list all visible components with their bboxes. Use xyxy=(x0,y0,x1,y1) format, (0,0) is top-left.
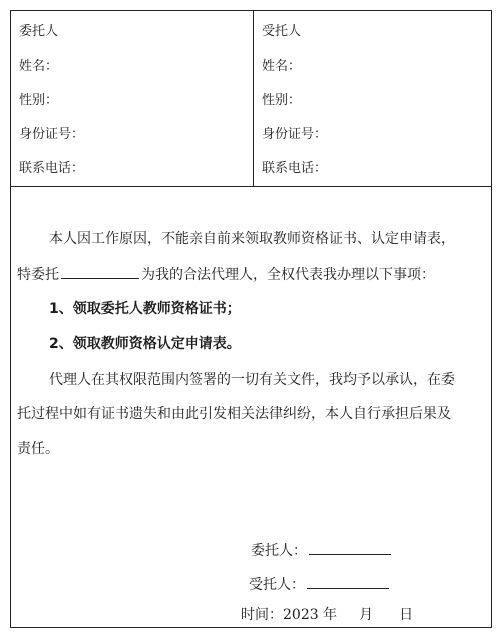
agent-column xyxy=(254,11,492,186)
year-text: 2023 年 xyxy=(283,607,338,623)
statement-line-7: 责任。 xyxy=(17,441,59,457)
principal-signature-label: 委托人： xyxy=(251,543,307,559)
principal-name-label: 姓名： xyxy=(19,59,59,74)
principal-id-label: 身份证号： xyxy=(19,127,85,142)
agent-heading: 受托人 xyxy=(262,24,302,39)
statement-line-1: 本人因工作原因，不能亲自前来领取教师资格证书、认定申请表， xyxy=(49,231,455,247)
statement-line-6: 托过程中如有证书遗失和由此引发相关法律纠纷，本人自行承担后果及 xyxy=(17,406,451,422)
statement-line-2-suffix: 为我的合法代理人，全权代表我办理以下事项： xyxy=(141,267,435,283)
time-label: 时间： xyxy=(241,607,283,623)
item-1: 1、领取委托人教师资格证书； xyxy=(49,301,241,317)
party-info-table xyxy=(11,11,491,187)
statement-line-2 xyxy=(17,264,497,284)
agent-phone-label: 联系电话： xyxy=(262,161,328,176)
statement-line-2-prefix: 特委托 xyxy=(17,267,59,283)
principal-gender-label: 性别： xyxy=(19,93,59,108)
principal-phone-label: 联系电话： xyxy=(19,161,85,176)
agent-signature-blank xyxy=(307,574,389,589)
statement-line-5: 代理人在其权限范围内签署的一切有关文件，我均予以承认，在委 xyxy=(49,372,455,388)
agent-signature-label: 受托人： xyxy=(249,577,305,593)
agent-gender-label: 性别： xyxy=(262,93,302,108)
principal-signature-line xyxy=(251,540,391,560)
agent-id-label: 身份证号： xyxy=(262,127,328,142)
item-2: 2、领取教师资格认定申请表。 xyxy=(49,336,241,352)
month-text: 月 xyxy=(359,607,374,623)
principal-heading: 委托人 xyxy=(19,24,59,39)
agent-name-label: 姓名： xyxy=(262,59,302,74)
agent-signature-line xyxy=(249,574,389,594)
day-text: 日 xyxy=(399,607,414,623)
principal-signature-blank xyxy=(309,540,391,555)
date-line xyxy=(241,606,413,624)
agent-name-blank xyxy=(61,264,139,279)
principal-column xyxy=(11,11,254,186)
authorization-form xyxy=(10,10,492,628)
